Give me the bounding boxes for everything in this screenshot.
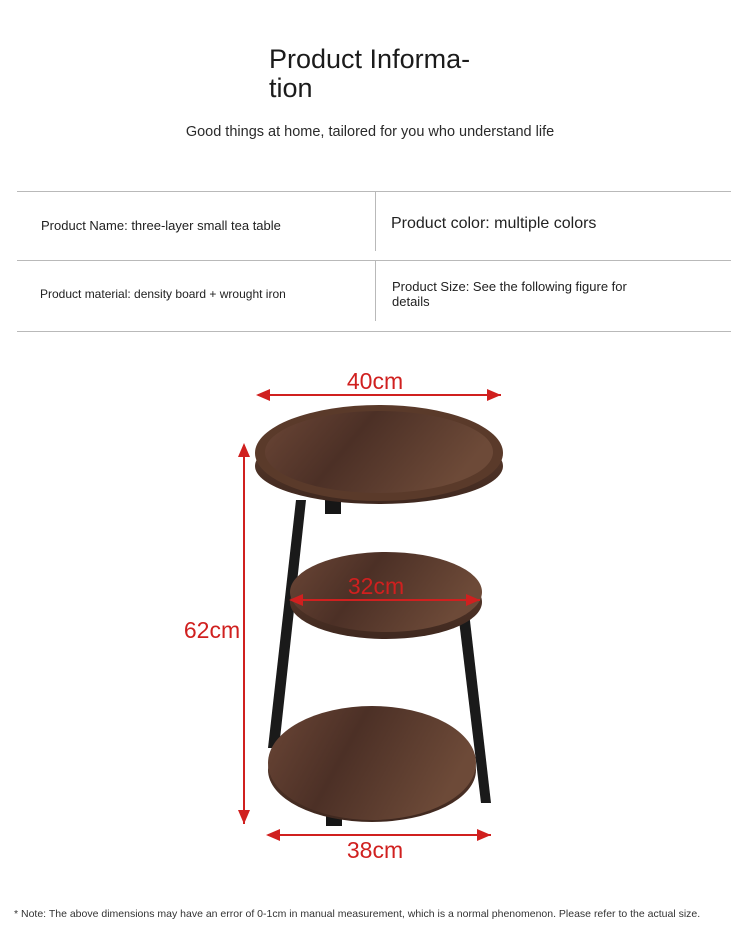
bottom-width-label: 38cm (346, 837, 404, 860)
page-title-line-1: Product Informa- (269, 44, 471, 74)
product-color-cell: Product color: multiple colors (391, 215, 597, 232)
table-middle-border (17, 260, 731, 261)
table-divider-bottom (375, 260, 376, 321)
bottom-shelf (268, 706, 476, 822)
table-top-border (17, 191, 731, 192)
top-width-label: 40cm (346, 368, 404, 394)
product-material-cell: Product material: density board + wrought iron (40, 287, 286, 301)
measurement-note: * Note: The above dimensions may have an error of 0-1cm in manual measurement, which is a normal phenomenon. Please refer to the actual size. (14, 908, 701, 920)
middle-width-label: 32cm (347, 573, 405, 599)
product-name-cell: Product Name: three-layer small tea table (41, 218, 281, 233)
product-info-table (17, 191, 731, 332)
top-shelf (255, 405, 503, 504)
table-divider-top (375, 191, 376, 251)
page-title (269, 45, 499, 103)
product-dimension-figure (0, 340, 750, 860)
page-subtitle: Good things at home, tailored for you who understand life (185, 124, 555, 140)
page-title-line-2: tion (269, 73, 313, 103)
height-label: 62cm (183, 617, 241, 643)
product-size-cell: Product Size: See the following figure for details (392, 279, 627, 309)
table-bottom-border (17, 331, 731, 332)
